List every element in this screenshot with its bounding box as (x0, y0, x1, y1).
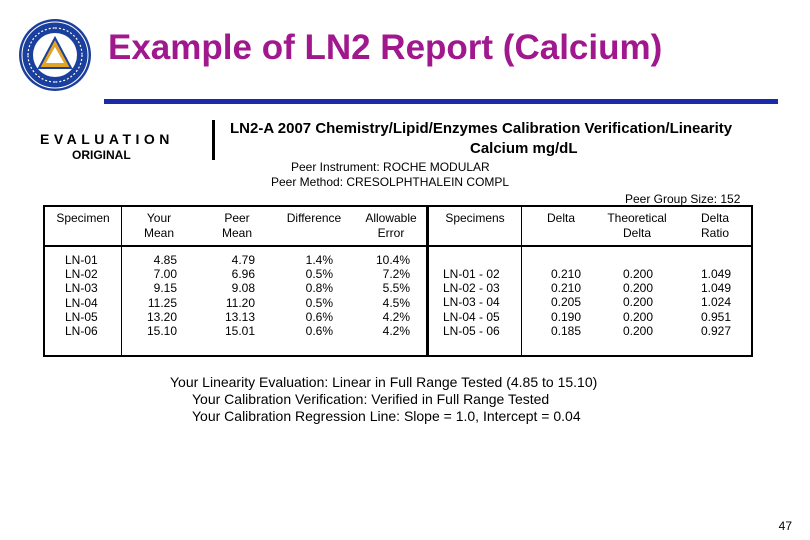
evaluation-block (40, 131, 174, 162)
evaluation-summary (0, 374, 810, 425)
header-difference: Difference (286, 211, 342, 225)
table-cell: 5.5% (382, 281, 410, 296)
table-cell: 4.2% (382, 324, 410, 339)
table-cell: 1.4% (305, 253, 333, 267)
evaluation-label: EVALUATION (40, 131, 174, 147)
header-theoretical-delta: Theoretical Delta (607, 211, 667, 240)
header-specimen: Specimen (56, 211, 110, 225)
table-cell: 0.6% (305, 324, 333, 339)
page-number: 47 (778, 519, 792, 533)
report-title: LN2-A 2007 Chemistry/Lipid/Enzymes Calibration Verification/Linearity (230, 120, 733, 137)
evaluation-sub: ORIGINAL (72, 148, 131, 162)
table-cell: 9.15 (153, 281, 177, 296)
your-mean-column (125, 253, 177, 338)
cap-logo (18, 18, 92, 92)
table-cell: 0.205 (550, 295, 581, 310)
header-specimens: Specimens (445, 211, 505, 225)
delta-column (535, 267, 581, 338)
table-cell: 11.20 (225, 295, 255, 310)
table-cell: 4.5% (382, 295, 410, 310)
table-cell: 0.185 (550, 323, 581, 338)
table-cell: LN-04 (65, 295, 98, 310)
table-cell: 0.5% (305, 295, 333, 310)
table-cell: 0.927 (700, 323, 731, 338)
table-cell: 4.85 (153, 253, 177, 267)
peer-mean-column (203, 253, 255, 338)
table-cell: 6.96 (231, 267, 255, 282)
header-delta-ratio: Delta Ratio (700, 211, 729, 240)
table-cell: LN-01 (65, 253, 98, 267)
table-cell: 15.10 (146, 324, 177, 339)
allowable-error-column (357, 253, 410, 338)
table-cell: 9.08 (231, 281, 255, 296)
table-cell: 4.79 (231, 253, 255, 267)
specimen-column (65, 253, 115, 338)
header-divider (212, 120, 215, 160)
header-peer-mean: Peer Mean (221, 211, 253, 240)
linearity-evaluation: Your Linearity Evaluation: Linear in Full Range Tested (4.85 to 15.10) (170, 374, 598, 390)
header-delta: Delta (546, 211, 575, 225)
table-cell: LN-05 - 06 (443, 323, 500, 338)
peer-group-size: Peer Group Size: 152 (625, 192, 741, 206)
table-cell: 0.6% (305, 309, 333, 324)
table-cell: LN-01 - 02 (443, 267, 500, 281)
table-cell: 7.00 (153, 267, 177, 282)
peer-method: Peer Method: CRESOLPHTHALEIN COMPL (271, 175, 510, 189)
table-cell: 13.20 (146, 309, 177, 324)
table-cell: LN-02 - 03 (443, 281, 500, 296)
header-rule (45, 245, 751, 247)
table-cell: 0.200 (622, 323, 653, 338)
peer-instrument: Peer Instrument: ROCHE MODULAR (291, 160, 490, 174)
header-allowable-error: Allowable Error (365, 211, 417, 240)
table-cell: 0.200 (622, 267, 653, 281)
results-table (43, 205, 753, 357)
table-cell: 13.13 (224, 309, 255, 324)
title-rule (104, 99, 778, 104)
table-cell: 7.2% (382, 267, 410, 282)
table-cell: 0.951 (700, 309, 731, 324)
table-cell: 0.8% (305, 281, 333, 296)
calibration-verification: Your Calibration Verification: Verified in Full Range Tested (192, 391, 550, 407)
table-cell: 1.049 (700, 267, 731, 281)
column-divider (121, 207, 122, 355)
table-cell: 0.5% (305, 267, 333, 282)
table-cell: 11.25 (147, 295, 177, 310)
table-cell: LN-03 (65, 281, 98, 296)
table-cell: 4.2% (382, 309, 410, 324)
difference-column (283, 253, 333, 338)
table-cell: 0.200 (622, 309, 653, 324)
table-cell: 10.4% (375, 253, 410, 267)
regression-line: Your Calibration Regression Line: Slope = 1.0, Intercept = 0.04 (192, 408, 581, 424)
header-your-mean: Your Mean (143, 211, 175, 240)
report-analyte: Calcium mg/dL (470, 140, 578, 157)
table-cell: 15.01 (224, 324, 255, 339)
table-cell: 1.024 (700, 295, 731, 310)
slide-title: Example of LN2 Report (Calcium) (108, 28, 663, 67)
table-cell: LN-06 (65, 324, 98, 339)
pairs-column (443, 267, 523, 338)
table-cell: 0.210 (550, 267, 581, 281)
table-cell: 1.049 (700, 281, 731, 296)
delta-ratio-column (685, 267, 731, 338)
table-cell: LN-04 - 05 (443, 309, 500, 324)
table-cell: 0.200 (622, 281, 653, 296)
table-cell: 0.190 (550, 309, 581, 324)
table-cell: LN-02 (65, 267, 98, 282)
theoretical-delta-column (607, 267, 653, 338)
table-cell: 0.210 (550, 281, 581, 296)
table-cell: LN-03 - 04 (443, 295, 500, 310)
table-cell: 0.200 (622, 295, 653, 310)
table-cell: LN-05 (65, 309, 98, 324)
